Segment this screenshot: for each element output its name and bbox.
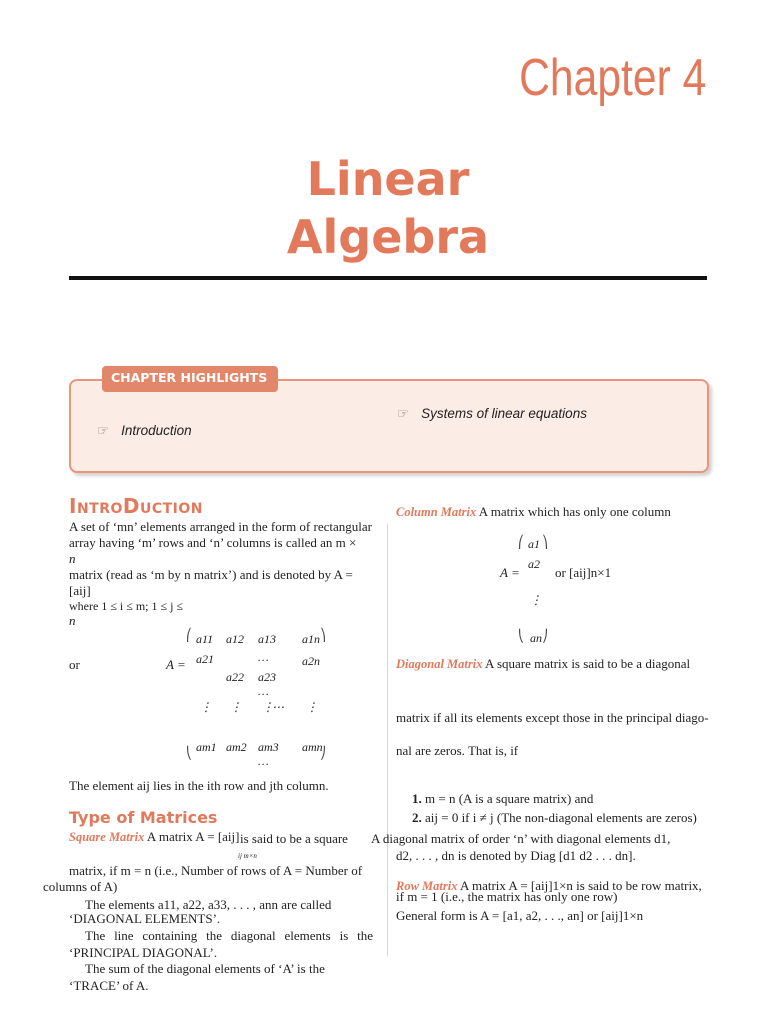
- text-run: A matrix which has only one column: [478, 504, 671, 519]
- text-run: A matrix A = [aij]1×n is said to be row matrix,: [460, 878, 702, 893]
- matrix-cell: a2: [528, 557, 540, 571]
- text-line: matrix, if m = n (i.e., Number of rows of A = Number of: [69, 863, 363, 878]
- text-run: aij = 0 if i ≠ j (The non-diagonal elements are zeros): [425, 810, 697, 825]
- condition-1: [412, 791, 593, 807]
- text-line: ‘TRACE’ of A.: [69, 978, 149, 993]
- bracket-right: ⎞: [542, 535, 548, 549]
- matrix-cell: ⋮: [200, 700, 212, 714]
- title-line-1: Linear: [306, 152, 470, 206]
- matrix-cell: …: [258, 650, 269, 664]
- bracket-right-bottom: ⎠: [542, 629, 548, 643]
- run-in-heading-row: Row Matrix: [396, 879, 458, 893]
- pointing-hand-icon: ☞: [397, 406, 410, 421]
- text-line: ‘PRINCIPAL DIAGONAL’.: [69, 945, 218, 960]
- chapter-highlights-tag: CHAPTER HIGHLIGHTS: [102, 366, 278, 392]
- text-line: A set of ‘mn’ elements arranged in the form of rectangular: [69, 519, 372, 534]
- matrix-cell: a22: [226, 670, 244, 684]
- matrix-lhs: A =: [500, 565, 520, 580]
- chapter-title: [0, 150, 768, 266]
- matrix-cell: ⋮: [262, 700, 274, 714]
- matrix-lhs: A =: [166, 657, 186, 672]
- text-line: n: [69, 551, 76, 566]
- text-line: ‘DIAGONAL ELEMENTS’.: [69, 911, 221, 926]
- matrix-cell: a2n: [302, 654, 320, 668]
- matrix-cell: am3: [258, 740, 279, 754]
- text-run: is said to be a square: [240, 831, 348, 846]
- text-line: The sum of the diagonal elements of ‘A’ is the: [85, 961, 325, 976]
- text-line: d2, . . . , dn is denoted by Diag [d1 d2 . . . dn].: [396, 848, 636, 863]
- bracket-left-bottom: ⎝: [518, 629, 524, 643]
- text-line: General form is A = [a1, a2, . . ., an] or [aij]1×n: [396, 908, 644, 923]
- matrix-cell: am2: [226, 740, 247, 754]
- text-line: matrix (read as ‘m by n matrix’) and is denoted by A =: [69, 567, 353, 582]
- matrix-cell: a1: [528, 537, 540, 551]
- title-rule: [69, 276, 707, 280]
- column-matrix-or: or [aij]n×1: [555, 565, 612, 580]
- text-line: columns of A): [43, 879, 118, 894]
- text-line: if m = 1 (i.e., the matrix has only one row): [396, 889, 618, 904]
- text-run: A matrix A = [aij]: [146, 829, 240, 844]
- diagonal-matrix-line: [396, 656, 690, 672]
- highlight-item-systems[interactable]: [397, 406, 587, 422]
- highlight-label: Systems of linear equations: [421, 406, 587, 421]
- list-number: 1.: [412, 791, 422, 806]
- text-line: [aij]: [69, 583, 91, 598]
- condition-2: [412, 810, 697, 826]
- run-in-heading-square: Square Matrix: [69, 830, 145, 844]
- run-in-heading-diagonal: Diagonal Matrix: [396, 657, 483, 671]
- matrix-cell: …: [258, 684, 269, 698]
- text-line: The line containing the diagonal elements is the: [85, 928, 373, 943]
- matrix-cell: an: [530, 631, 542, 645]
- text-line: The elements a11, a22, a33, . . . , ann are called: [85, 897, 332, 912]
- pointing-hand-icon: ☞: [97, 423, 110, 438]
- matrix-cell: a21: [196, 652, 214, 666]
- matrix-cell: a1n: [302, 632, 320, 646]
- matrix-cell: am1: [196, 740, 217, 754]
- text-run: m = n (A is a square matrix) and: [425, 791, 594, 806]
- or-label: or: [69, 657, 80, 672]
- bracket-left-bottom: ⎝: [186, 746, 192, 760]
- element-description: The element aij lies in the ith row and jth column.: [69, 778, 329, 793]
- matrix-cell: …: [258, 754, 269, 768]
- bracket-right: ⎞: [320, 628, 326, 642]
- matrix-cell: amn: [302, 740, 323, 754]
- matrix-cell: a13: [258, 632, 276, 646]
- list-number: 2.: [412, 810, 422, 825]
- section-heading-introduction: IntroDuction: [69, 494, 204, 518]
- text-line: nal are zeros. That is, if: [396, 743, 519, 758]
- intro-paragraph: [69, 519, 379, 629]
- highlight-item-introduction[interactable]: [97, 423, 192, 439]
- matrix-cell: a11: [196, 632, 214, 646]
- matrix-cell: a23: [258, 670, 276, 684]
- text-line: matrix if all its elements except those in the principal diago-: [396, 710, 709, 725]
- bracket-left: ⎛: [186, 628, 192, 642]
- section-heading-type-of-matrices: Type of Matrices: [69, 808, 218, 827]
- column-matrix: [498, 533, 618, 648]
- chapter-number: Chapter 4: [518, 49, 706, 107]
- text-line: array having ‘m’ rows and ‘n’ columns is called an m ×: [69, 535, 357, 550]
- run-in-heading-column: Column Matrix: [396, 505, 477, 519]
- text-line: A diagonal matrix of order ‘n’ with diagonal elements d1,: [371, 831, 671, 846]
- matrix-cell: a12: [226, 632, 244, 646]
- subscript-label: ij m×n: [238, 852, 257, 860]
- text-run: A square matrix is said to be a diagonal: [485, 656, 691, 671]
- column-matrix-line: [396, 504, 671, 520]
- bracket-left: ⎛: [518, 535, 524, 549]
- text-line: n: [69, 613, 76, 628]
- column-divider: [387, 524, 388, 956]
- bracket-right-bottom: ⎠: [320, 746, 326, 760]
- matrix-cell: ⋮: [530, 593, 542, 607]
- square-matrix-line: [69, 829, 239, 845]
- title-line-2: Algebra: [286, 210, 490, 264]
- matrix-cell: ⋮: [230, 700, 242, 714]
- general-matrix: [186, 628, 336, 768]
- highlight-label: Introduction: [121, 423, 192, 438]
- matrix-cell: ⋮: [306, 700, 318, 714]
- text-line: where 1 ≤ i ≤ m; 1 ≤ j ≤: [69, 599, 183, 613]
- matrix-cell: ⋯: [272, 700, 284, 714]
